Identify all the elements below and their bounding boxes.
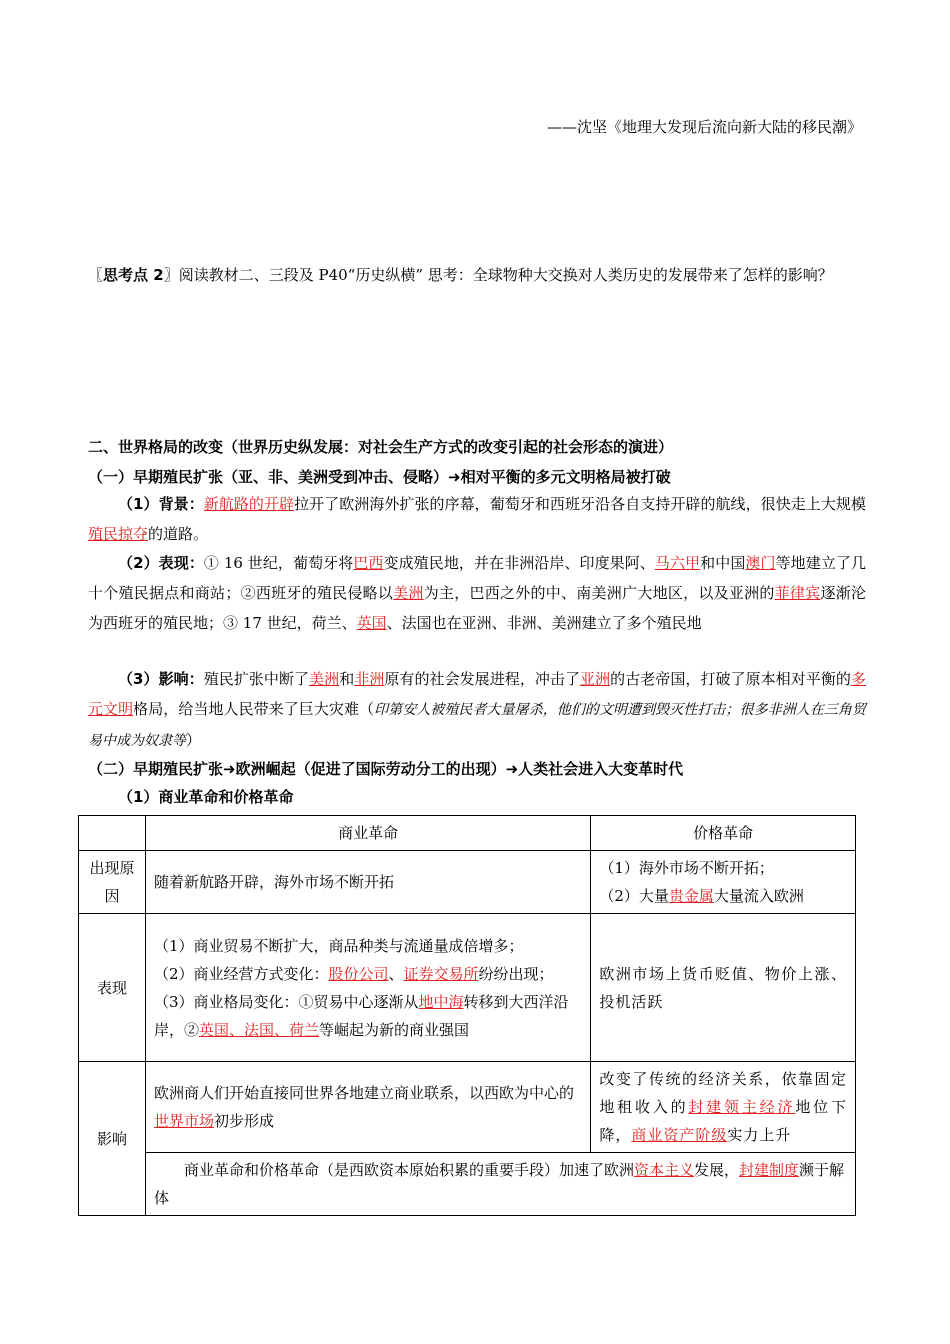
text: 的道路。: [148, 525, 209, 543]
keyword: 亚洲: [580, 670, 611, 688]
commerce-expr-2: [154, 960, 582, 988]
table-row: [79, 1062, 856, 1153]
text: 初步形成: [213, 1112, 274, 1130]
text: 等崛起为新的商业强国: [319, 1020, 470, 1039]
text: 原有的社会发展进程，冲击了: [384, 670, 581, 688]
text: 地位下降，: [599, 1098, 847, 1144]
keyword: 法国: [243, 1020, 274, 1039]
cell-commerce-cause: 随着新航路开辟，海外市场不断开拓: [145, 851, 590, 914]
text: 拉开了欧洲海外扩张的序幕，葡萄牙和西班牙沿各自支持开辟的航线，很快走上大规模: [294, 495, 866, 513]
keyword: 巴西: [353, 554, 384, 572]
expression-paragraph: [88, 548, 866, 638]
text: 变成殖民地，并在非洲沿岸、印度果阿、: [383, 554, 655, 572]
text: 大量流入欧洲: [713, 887, 804, 905]
keyword: 股份公司: [328, 964, 389, 983]
commerce-expr-3: [154, 988, 582, 1044]
text: 逐渐沦为西班牙的殖民地；③ 17 世纪，荷兰、: [88, 584, 866, 632]
text: 殖民扩张中断了: [203, 670, 310, 688]
text: ）: [186, 731, 202, 749]
text: 、法国也在亚洲、非洲、美洲建立了多个殖民地: [386, 614, 702, 632]
keyword: 世界市场: [153, 1112, 214, 1130]
table-row: [79, 1153, 856, 1216]
keyword: 英国: [198, 1020, 229, 1039]
header-price: 价格革命: [591, 816, 856, 851]
keyword: 美洲: [393, 584, 424, 602]
text: 濒于解体: [153, 1161, 845, 1207]
text: 格局，给当地人民带来了巨大灾难（: [133, 700, 375, 718]
text: 发展，: [693, 1161, 739, 1179]
text: 、: [388, 964, 404, 983]
cell-price-impact: [591, 1062, 856, 1153]
table-row: [79, 851, 856, 914]
text: 改变了传统的经济关系，依靠固定地租收入的: [599, 1070, 847, 1116]
keyword: 资本主义: [633, 1161, 694, 1179]
cell-price-cause: [591, 851, 856, 914]
caption-text: （1）商业革命和价格革命: [118, 788, 294, 806]
text: 和: [339, 670, 355, 688]
think-bracket-open: 〖: [88, 266, 104, 284]
keyword: 澳门: [745, 554, 776, 572]
table-caption: [118, 786, 293, 807]
section2-title: 二、世界格局的改变（世界历史纵发展：对社会生产方式的改变引起的社会形态的演进）: [88, 438, 674, 456]
keyword: 证券交易所: [403, 964, 479, 983]
bg-label: （1）背景：: [118, 495, 204, 513]
quote-attribution: ——沈坚《地理大发现后流向新大陆的移民潮》: [546, 118, 862, 136]
impact-note: 印第安人被殖民者大量屠杀，他们的文明遭到毁灭性打击；很多非洲人在三角贸易中成为奴隶等: [88, 702, 866, 749]
text: （2）大量: [599, 887, 669, 905]
row-label-impact: 影响: [79, 1062, 146, 1216]
text: 等地建立了几十个殖民据点和商站；②西班牙的殖民侵略以: [88, 554, 866, 602]
table-row: [79, 914, 856, 1062]
background-paragraph: [88, 489, 866, 549]
impact-paragraph: [88, 664, 866, 756]
keyword: 多元文明: [88, 670, 866, 718]
impact-label: （3）影响：: [118, 670, 204, 688]
sub1-title: （一）早期殖民扩张（亚、非、美洲受到冲击、侵略）➜相对平衡的多元文明格局被打破: [88, 468, 671, 486]
text: 纷纷出现；: [478, 964, 554, 983]
separator: 、: [274, 1020, 290, 1039]
text: 为主，巴西之外的中、南美洲广大地区，以及亚洲的: [423, 584, 775, 602]
cell-commerce-expression: [145, 914, 590, 1062]
commerce-expr-1: （1）商业贸易不断扩大，商品种类与流通量成倍增多；: [153, 936, 524, 955]
text: 和中国: [700, 554, 746, 572]
cell-price-expression: 欧洲市场上货币贬值、物价上涨、投机活跃: [591, 914, 856, 1062]
keyword: 美洲: [309, 670, 340, 688]
keyword: 英国: [356, 614, 387, 632]
text: ① 16 世纪，葡萄牙将: [203, 554, 354, 572]
text: 转移到大西洋沿岸，②: [153, 992, 569, 1039]
header-commerce: 商业革命: [145, 816, 590, 851]
price-cause-2: [599, 882, 847, 910]
revolution-table: [78, 815, 856, 1216]
text: （3）商业格局变化：①贸易中心逐渐从: [153, 992, 419, 1011]
text: 欧洲商人们开始直接同世界各地建立商业联系，以西欧为中心的: [153, 1084, 574, 1102]
think-bracket-close: 〗: [163, 266, 179, 284]
keyword: 菲律宾: [774, 584, 821, 602]
keyword: 马六甲: [654, 554, 701, 572]
row-label-expression: 表现: [79, 914, 146, 1062]
keyword: 商业资产阶级: [631, 1126, 728, 1144]
text: 的古老帝国，打破了原本相对平衡的: [610, 670, 851, 688]
keyword: 封建制度: [738, 1161, 799, 1179]
row-label-cause: 出现原因: [79, 851, 146, 914]
keyword: 新航路的开辟: [203, 495, 295, 513]
cell-commerce-impact: [145, 1062, 590, 1153]
keyword: 殖民掠夺: [88, 525, 149, 543]
think-label: 思考点 2: [103, 266, 164, 284]
table-corner: [79, 816, 146, 851]
text: 实力上升: [727, 1126, 792, 1144]
keyword: 贵金属: [668, 887, 714, 905]
keyword: 荷兰: [289, 1020, 320, 1039]
think-text: 阅读教材二、三段及 P40“历史纵横” 思考：全球物种大交换对人类历史的发展带来了怎样的影响？: [178, 266, 833, 284]
separator: 、: [228, 1020, 244, 1039]
expr-label: （2）表现：: [118, 554, 204, 572]
keyword: 非洲: [354, 670, 385, 688]
price-cause-1: （1）海外市场不断开拓；: [599, 859, 774, 877]
text: （2）商业经营方式变化：: [153, 964, 329, 983]
cell-combined-impact: [145, 1153, 855, 1216]
keyword: 地中海: [418, 992, 464, 1011]
keyword: 封建领主经济: [688, 1098, 796, 1116]
sub2-title: （二）早期殖民扩张➜欧洲崛起（促进了国际劳动分工的出现）➜人类社会进入大变革时代: [88, 760, 684, 778]
think-point: [88, 260, 866, 290]
table-header-row: [79, 816, 856, 851]
text: 商业革命和价格革命（是西欧资本原始积累的重要手段）加速了欧洲: [183, 1161, 634, 1179]
